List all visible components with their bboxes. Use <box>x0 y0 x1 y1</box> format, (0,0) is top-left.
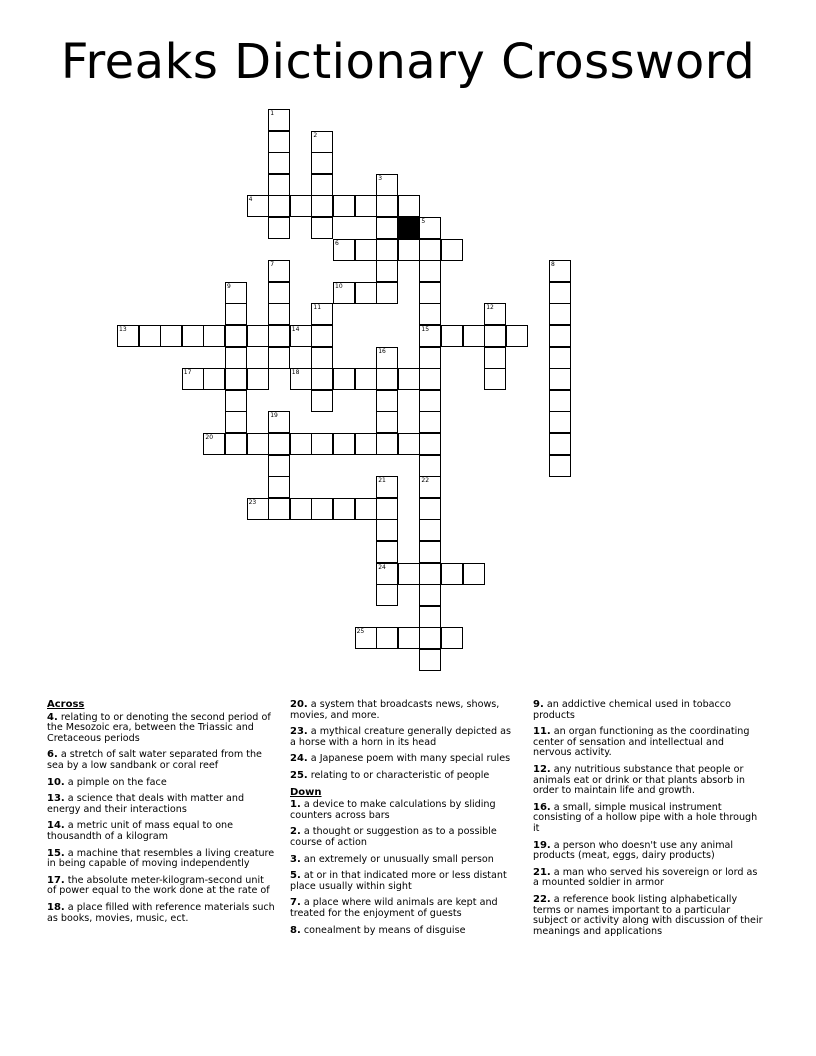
grid-cell[interactable] <box>203 433 225 455</box>
grid-cell[interactable] <box>139 325 161 347</box>
clue-number-label: 25. <box>290 769 308 781</box>
clue-item <box>533 700 763 721</box>
grid-cell[interactable] <box>290 498 312 520</box>
grid-cell[interactable] <box>376 260 398 282</box>
grid-cell[interactable] <box>333 282 355 304</box>
grid-cell[interactable] <box>376 498 398 520</box>
grid-cell[interactable] <box>182 368 204 390</box>
clue-number: 4 <box>248 196 253 204</box>
clue-number-label: 21. <box>533 866 551 878</box>
clue-number: 19 <box>270 412 278 420</box>
grid-cell[interactable] <box>203 368 225 390</box>
clue-item <box>290 926 518 937</box>
clue-number-label: 14. <box>47 820 65 832</box>
clue-item <box>47 849 275 870</box>
grid-cell[interactable] <box>225 433 247 455</box>
clue-text: the absolute meter-kilogram-second unit of power equal to the work done at the rate of <box>47 874 270 897</box>
grid-cell[interactable] <box>182 325 204 347</box>
clue-text: a pimple on the face <box>64 776 167 788</box>
clue-item <box>533 765 763 797</box>
clue-text: a device to make calculations by sliding counters across bars <box>290 799 496 821</box>
clue-number-label: 23. <box>290 726 308 738</box>
grid-cell[interactable] <box>419 476 441 498</box>
clue-item <box>47 903 275 924</box>
clue-text: any nutritious substance that people or animals eat or drink or that plants absorb in order to maintain life and growth. <box>533 763 745 797</box>
clue-number-label: 18. <box>47 901 65 913</box>
grid-cell[interactable] <box>268 347 290 369</box>
grid-cell[interactable] <box>549 390 571 412</box>
grid-cell[interactable] <box>225 390 247 412</box>
grid-cell[interactable] <box>419 563 441 585</box>
clue-text: conealment by means of disguise <box>300 924 466 936</box>
clue-text: a mythical creature generally depicted as a horse with a horn in its head <box>290 726 511 748</box>
grid-cell[interactable] <box>376 195 398 217</box>
grid-cell[interactable] <box>419 282 441 304</box>
clue-number: 15 <box>421 326 430 333</box>
grid-cell[interactable] <box>355 627 377 649</box>
grid-cell[interactable] <box>398 368 420 390</box>
grid-cell[interactable] <box>419 390 441 412</box>
clue-number-label: 8. <box>290 924 301 936</box>
clue-number-label: 16. <box>533 801 551 813</box>
grid-cell[interactable] <box>376 541 398 563</box>
grid-cell[interactable] <box>484 368 506 390</box>
clue-text: a place where wild animals are kept and treated for the enjoyment of guests <box>290 897 498 919</box>
clue-number-label: 6. <box>47 749 58 761</box>
grid-cell[interactable] <box>355 433 377 455</box>
grid-cell[interactable] <box>355 368 377 390</box>
clue-number-label: 19. <box>533 839 551 851</box>
clue-text: an addictive chemical used in tobacco products <box>533 699 731 721</box>
clue-number-label: 9. <box>533 699 544 710</box>
clue-number-label: 24. <box>290 753 308 765</box>
clue-number: 22 <box>421 477 430 485</box>
grid-cell[interactable] <box>311 195 333 217</box>
clue-text: a small, simple musical instrument consisting of a hollow pipe with a hole through it <box>533 801 758 834</box>
grid-cell[interactable] <box>225 368 247 390</box>
grid-cell[interactable] <box>376 584 398 606</box>
clue-number-label: 1. <box>290 799 301 811</box>
clue-text: a metric unit of mass equal to one thousandth of a kilogram <box>47 820 234 842</box>
grid-cell[interactable] <box>419 217 441 239</box>
grid-cell[interactable] <box>419 606 441 628</box>
clue-text: a machine that resembles a living creature in being capable of moving independently <box>47 847 275 870</box>
grid-cell[interactable] <box>290 195 312 217</box>
clue-text: an extremely or unusually small person <box>300 853 494 865</box>
grid-cell[interactable] <box>311 325 333 347</box>
grid-cell[interactable] <box>441 325 463 347</box>
grid-cell[interactable] <box>268 455 290 477</box>
grid-cell[interactable] <box>549 411 571 433</box>
clue-number: 3 <box>378 174 383 182</box>
clue-number-label: 13. <box>47 793 65 805</box>
grid-cell[interactable] <box>268 411 290 433</box>
clue-item <box>290 800 518 821</box>
grid-cell[interactable] <box>247 433 269 455</box>
grid-cell[interactable] <box>268 174 290 196</box>
grid-cell[interactable] <box>225 347 247 369</box>
grid-cell[interactable] <box>225 411 247 433</box>
grid-cell[interactable] <box>549 282 571 304</box>
grid-cell[interactable] <box>484 347 506 369</box>
grid-cell[interactable] <box>398 433 420 455</box>
grid-cell[interactable] <box>311 368 333 390</box>
grid-cell[interactable] <box>355 498 377 520</box>
clue-number: 25 <box>356 628 365 636</box>
grid-cell[interactable] <box>311 433 333 455</box>
grid-cell[interactable] <box>355 282 377 304</box>
grid-cell[interactable] <box>419 411 441 433</box>
clues-column-1 <box>47 700 275 930</box>
clue-number: 5 <box>421 218 426 225</box>
grid-cell[interactable] <box>484 303 506 325</box>
grid-cell[interactable] <box>376 627 398 649</box>
grid-cell[interactable] <box>333 239 355 261</box>
clue-number: 10 <box>335 282 343 290</box>
grid-cell[interactable] <box>376 239 398 261</box>
clue-number-label: 11. <box>533 726 551 738</box>
clue-number: 1 <box>270 110 275 117</box>
clue-number-label: 7. <box>290 897 301 909</box>
clue-item <box>533 841 763 862</box>
grid-cell[interactable] <box>268 303 290 325</box>
grid-cell[interactable] <box>333 433 355 455</box>
clue-item <box>533 803 763 835</box>
clue-text: a person who doesn't use any animal products (meat, eggs, dairy products) <box>533 839 734 862</box>
clue-item <box>47 821 275 842</box>
grid-cell[interactable] <box>225 303 247 325</box>
clue-item <box>290 700 518 721</box>
grid-cell[interactable] <box>311 174 333 196</box>
grid-cell[interactable] <box>419 433 441 455</box>
grid-cell[interactable] <box>463 563 485 585</box>
clue-item <box>290 898 518 919</box>
clue-item <box>290 754 518 765</box>
clue-number: 21 <box>378 477 386 485</box>
grid-cell[interactable] <box>376 174 398 196</box>
grid-cell[interactable] <box>376 390 398 412</box>
grid-cell[interactable] <box>311 131 333 153</box>
grid-cell[interactable] <box>268 325 290 347</box>
grid-cell[interactable] <box>203 325 225 347</box>
clue-number-label: 10. <box>47 776 65 788</box>
grid-cell[interactable] <box>290 433 312 455</box>
grid-cell[interactable] <box>268 109 290 131</box>
grid-cell[interactable] <box>484 325 506 347</box>
grid-cell[interactable] <box>160 325 182 347</box>
grid-cell[interactable] <box>290 325 312 347</box>
grid-cell[interactable] <box>333 498 355 520</box>
grid-cell[interactable] <box>419 541 441 563</box>
grid-cell[interactable] <box>355 239 377 261</box>
grid-cell[interactable] <box>247 325 269 347</box>
grid-cell[interactable] <box>311 217 333 239</box>
clue-number: 6 <box>335 239 339 247</box>
clue-text: a science that deals with matter and energy and their interactions <box>47 793 245 815</box>
grid-cell[interactable] <box>311 152 333 174</box>
puzzle-title: Freaks Dictionary Crossword <box>60 34 756 90</box>
clue-text: relating to or denoting the second period of the Mesozoic era, between the Triassic and Cretaceous periods <box>47 711 271 744</box>
clue-item <box>47 750 275 771</box>
grid-cell[interactable] <box>376 476 398 498</box>
clue-text: a system that broadcasts news, shows, movies, and more. <box>290 699 500 721</box>
grid-cell[interactable] <box>311 303 333 325</box>
grid-cell[interactable] <box>268 217 290 239</box>
clue-item <box>290 855 518 866</box>
grid-cell[interactable] <box>311 498 333 520</box>
grid-cell[interactable] <box>268 152 290 174</box>
grid-cell[interactable] <box>419 498 441 520</box>
clue-text: at or in that indicated more or less distant place usually within sight <box>290 870 507 892</box>
grid-cell[interactable] <box>311 390 333 412</box>
grid-cell[interactable] <box>247 498 269 520</box>
clue-number: 7 <box>270 261 275 269</box>
clue-item <box>533 895 763 937</box>
clue-number: 24 <box>378 563 386 571</box>
clue-number: 11 <box>313 304 322 312</box>
grid-cell[interactable] <box>419 260 441 282</box>
clue-number: 16 <box>378 347 386 355</box>
grid-cell[interactable] <box>419 584 441 606</box>
grid-cell[interactable] <box>419 347 441 369</box>
grid-cell[interactable] <box>247 368 269 390</box>
clue-number-label: 20. <box>290 699 308 710</box>
grid-cell[interactable] <box>376 563 398 585</box>
grid-cell[interactable] <box>441 627 463 649</box>
clue-number: 8 <box>551 261 555 269</box>
grid-cell[interactable] <box>268 131 290 153</box>
clue-number-label: 4. <box>47 711 58 723</box>
clue-number: 9 <box>227 282 231 290</box>
grid-cell[interactable] <box>419 649 441 671</box>
clue-item <box>290 771 518 782</box>
clue-number: 14 <box>291 326 300 333</box>
grid-cell[interactable] <box>398 195 420 217</box>
clue-text: a place filled with reference materials such as books, movies, music, ect. <box>47 901 275 924</box>
clue-number-label: 15. <box>47 847 65 859</box>
clues-column-3 <box>533 700 763 943</box>
clue-number: 17 <box>183 369 192 377</box>
clue-item <box>533 727 763 759</box>
grid-cell[interactable] <box>376 282 398 304</box>
grid-cell[interactable] <box>419 239 441 261</box>
clues-column-2 <box>290 700 518 942</box>
grid-cell[interactable] <box>549 368 571 390</box>
clue-number-label: 5. <box>290 870 301 882</box>
clue-text: an organ functioning as the coordinating center of sensation and intellectual and nervous activity. <box>533 726 750 759</box>
grid-cell[interactable] <box>463 325 485 347</box>
clue-item <box>290 827 518 848</box>
clue-text: a reference book listing alphabetically terms or names important to a particular subject or activity along with discussion of their meanings and applications <box>533 893 763 937</box>
grid-cell[interactable] <box>398 239 420 261</box>
grid-cell[interactable] <box>268 260 290 282</box>
clue-text: a Japanese poem with many special rules <box>307 753 511 765</box>
clue-number: 18 <box>291 369 300 377</box>
clue-item <box>290 727 518 748</box>
grid-cell[interactable] <box>419 303 441 325</box>
grid-cell[interactable] <box>225 282 247 304</box>
grid-cell[interactable] <box>376 368 398 390</box>
grid-cell[interactable] <box>419 368 441 390</box>
grid-cell[interactable] <box>355 195 377 217</box>
grid-cell[interactable] <box>419 325 441 347</box>
grid-cell[interactable] <box>549 347 571 369</box>
clue-number-label: 2. <box>290 826 301 838</box>
grid-cell[interactable] <box>441 563 463 585</box>
grid-cell[interactable] <box>268 476 290 498</box>
grid-cell[interactable] <box>290 368 312 390</box>
black-square <box>398 217 420 239</box>
grid-cell[interactable] <box>376 217 398 239</box>
clue-text: a thought or suggestion as to a possible course of action <box>290 826 497 848</box>
clue-number: 23 <box>248 498 257 506</box>
grid-cell[interactable] <box>419 519 441 541</box>
grid-cell[interactable] <box>441 239 463 261</box>
clue-item <box>47 794 275 815</box>
grid-cell[interactable] <box>549 260 571 282</box>
clue-number-label: 12. <box>533 763 551 775</box>
clue-text: a stretch of salt water separated from the sea by a low sandbank or coral reef <box>47 749 262 771</box>
clue-number: 13 <box>119 326 127 333</box>
grid-cell[interactable] <box>268 498 290 520</box>
grid-cell[interactable] <box>333 195 355 217</box>
grid-cell[interactable] <box>419 627 441 649</box>
grid-cell[interactable] <box>376 433 398 455</box>
grid-cell[interactable] <box>506 325 528 347</box>
grid-cell[interactable] <box>549 303 571 325</box>
grid-cell[interactable] <box>117 325 139 347</box>
clue-item <box>47 876 275 897</box>
grid-cell[interactable] <box>376 347 398 369</box>
clue-number-label: 17. <box>47 874 65 886</box>
grid-cell[interactable] <box>419 455 441 477</box>
clue-number-label: 22. <box>533 893 551 905</box>
grid-cell[interactable] <box>333 368 355 390</box>
grid-cell[interactable] <box>549 455 571 477</box>
grid-cell[interactable] <box>376 519 398 541</box>
clue-number-label: 3. <box>290 853 301 865</box>
grid-cell[interactable] <box>268 433 290 455</box>
grid-cell[interactable] <box>376 411 398 433</box>
clue-item <box>533 868 763 889</box>
grid-cell[interactable] <box>268 195 290 217</box>
grid-cell[interactable] <box>247 195 269 217</box>
clue-item <box>47 778 275 789</box>
grid-cell[interactable] <box>398 627 420 649</box>
clue-item <box>290 871 518 892</box>
grid-cell[interactable] <box>398 563 420 585</box>
clue-number: 20 <box>205 434 214 441</box>
clue-number: 2 <box>313 131 318 139</box>
grid-cell[interactable] <box>549 433 571 455</box>
clue-number: 12 <box>486 304 494 312</box>
clue-text: relating to or characteristic of people <box>307 769 490 781</box>
grid-cell[interactable] <box>549 325 571 347</box>
clue-text: a man who served his sovereign or lord as a mounted soldier in armor <box>533 866 758 889</box>
grid-cell[interactable] <box>311 347 333 369</box>
across-heading: Across <box>47 699 85 710</box>
grid-cell[interactable] <box>225 325 247 347</box>
grid-cell[interactable] <box>268 282 290 304</box>
clue-item <box>47 713 275 745</box>
down-heading: Down <box>290 786 322 798</box>
